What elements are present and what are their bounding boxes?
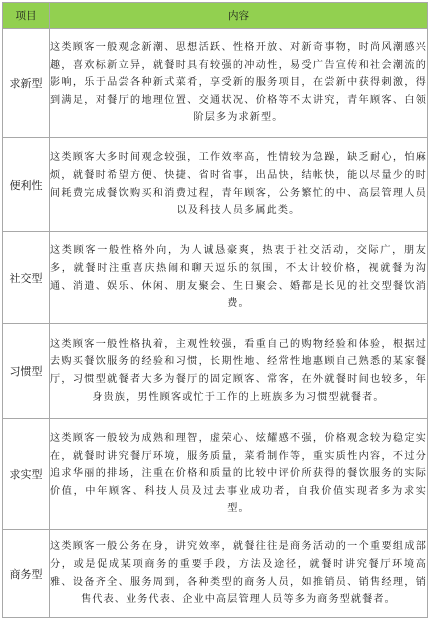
row-category: 求实型 [3,419,50,530]
header-content: 内容 [50,3,428,29]
table-row [3,29,428,138]
header-category: 项目 [3,3,50,29]
row-category: 商务型 [3,530,50,618]
table-header-row [3,3,428,29]
table-row [3,530,428,618]
row-category: 习惯型 [3,324,50,419]
row-description: 这类顾客一般较为成熟和理智，虚荣心、炫耀感不强，价格观念较为稳定实在，就餐时讲究餐厅环境，服务质量，菜肴制作等，重实质性内容，不过分追求华丽的排场，注重在价格和质量的比较中评价所获得的餐饮服务的实际价值，中年顾客、科技人员及过去事业成功者，自我价值实现者多为求实型。 [50,419,428,530]
row-description: 这类顾客一般性格外向，为人诚恳豪爽，热衷于社交活动，交际广，朋友多，就餐时注重喜庆热闹和聊天逗乐的氛围，不太计较价格，视就餐为沟通、消遣、娱乐、休闲、朋友聚会、生日聚会、婚都是长见的社交型餐饮消费。 [50,232,428,324]
customer-type-table [2,2,428,618]
row-category: 求新型 [3,29,50,138]
row-description: 这类顾客大多时间观念较强，工作效率高，性情较为急躁，缺乏耐心，怕麻烦，就餐时希望方便、快捷、省时省事，出品快，结帐快，能以尽量少的时间耗费完成餐饮购买和消费过程，青年顾客，公务繁忙的中、高层管理人员以及科技人员多属此类。 [50,138,428,232]
row-category: 社交型 [3,232,50,324]
table-row [3,138,428,232]
row-description: 这类顾客一般性格执着，主观性较强，看重自己的购物经验和体验，根据过去购买餐饮服务的经验和习惯，长期性地、经常性地惠顾自己熟悉的某家餐厅，习惯型就餐者大多为餐厅的固定顾客、常客，在外就餐时间也较多，年身贵族，男性顾客或忙于工作的上班族多为习惯型就餐者。 [50,324,428,419]
table-row [3,232,428,324]
row-description: 这类顾客一般观念新潮、思想活跃、性格开放、对新奇事物，时尚风潮感兴趣，喜欢标新立异，就餐时具有较强的冲动性，易受广告宣传和社会潮流的影响，乐于品尝各种新式菜肴，享受新的服务项目，在尝新中获得刺激，得到满足，对餐厅的地理位置、交通状况、价格等不太讲究，青年顾客、白领阶层多为求新型。 [50,29,428,138]
table-row [3,324,428,419]
table-row [3,419,428,530]
row-category: 便利性 [3,138,50,232]
row-description: 这类顾客一般公务在身，讲究效率，就餐往往是商务活动的一个重要组成部分，或是促成某项商务的重要手段，方法及途径，就餐时讲究餐厅环境高雅、设备齐全、服务周到，各种类型的商务人员，如推销员、销售经理，销售代表、业务代表、企业中高层管理人员等多为商务型就餐者。 [50,530,428,618]
document-page [2,2,427,606]
